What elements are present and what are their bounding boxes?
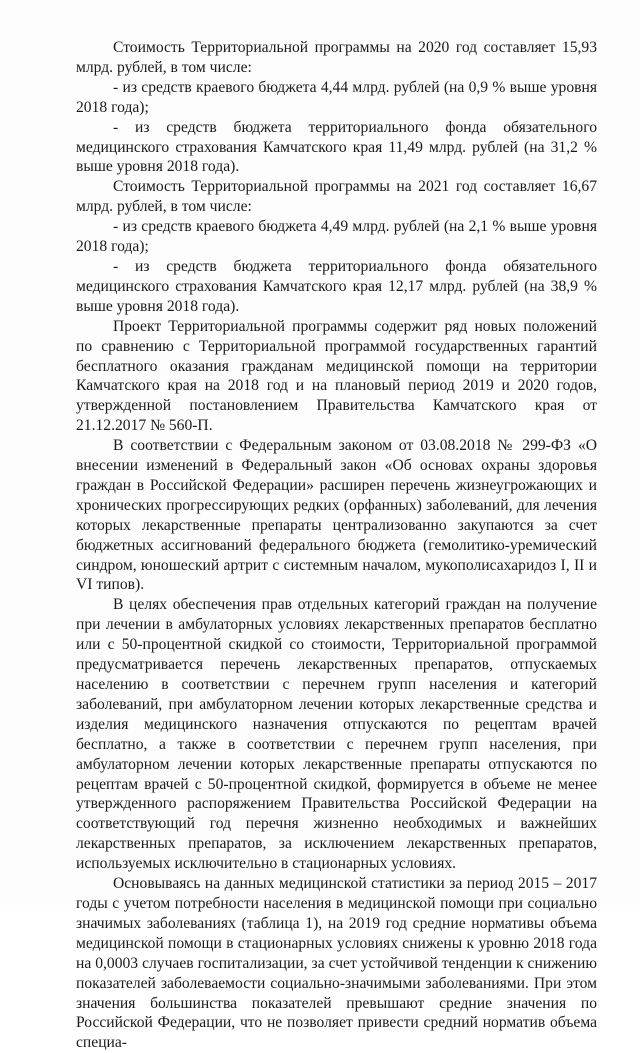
paragraph-cost-2020-regional-budget: - из средств краевого бюджета 4,44 млрд. рублей (на 0,9 % выше уровня 2018 года); [76,78,597,116]
paragraph-cost-2020-insurance-fund: - из средств бюджета территориального фонда обязательного медицинского страхования Камчатского края 11,49 млрд. рублей (на 31,2 % выше уровня 2018 года). [76,118,597,176]
paragraph-new-provisions: Проект Территориальной программы содержит ряд новых положений по сравнению с Территориальной программой государственных гарантий бесплатного оказания гражданам медицинской помощи на территории Камчатского края на 2018 год и на плановый период 2019 и 2020 годов, утвержденной постановлением Правительства Камчатского края от 21.12.2017 № 560-П. [76,317,597,435]
paragraph-medication-rights: В целях обеспечения прав отдельных категорий граждан на получение при лечении в амбулаторных условиях лекарственных препаратов бесплатно или с 50-процентной скидкой со стоимости, Территориальной программой предусматривается перечень лекарственных препаратов, отпускаемых населению в соответствии с перечнем групп населения и категорий заболеваний, при амбулаторном лечении которых лекарственные средства и изделия медицинского назначения отпускаются по рецептам врачей бесплатно, а также в соответствии с перечнем групп населения, при амбулаторном лечении которых лекарственные препараты отпускаются по рецептам врачей с 50-процентной скидкой, формируется в объеме не менее утвержденного распоряжением Правительства Российской Федерации на соответствующий год перечня жизненно необходимых и важнейших лекарственных препаратов, за исключением лекарственных препаратов, используемых исключительно в стационарных условиях. [76,596,597,873]
paragraph-medical-statistics: Основываясь на данных медицинской статистики за период 2015 – 2017 годы с учетом потребности населения в медицинской помощи при социально значимых заболеваниях (таблица 1), на 2019 год средние нормативы объема медицинской помощи в стационарных условиях снижены к уровню 2018 года на 0,0003 случаев госпитализации, за счет устойчивой тенденции к снижению показателей заболеваемости социально-значимыми заболеваниями. При этом значения большинства показателей превышают средние значения по Российской Федерации, что не позволяет привести средний норматив объема специа- [76,875,597,1052]
paragraph-cost-2021-insurance-fund: - из средств бюджета территориального фонда обязательного медицинского страхования Камчатского края 12,17 млрд. рублей (на 38,9 % выше уровня 2018 года). [76,257,597,315]
paragraph-cost-2021-regional-budget: - из средств краевого бюджета 4,49 млрд. рублей (на 2,1 % выше уровня 2018 года); [76,218,597,256]
document-body [76,38,597,1053]
paragraph-cost-2020: Стоимость Территориальной программы на 2020 год составляет 15,93 млрд. рублей, в том числе: [76,39,597,76]
paragraph-cost-2021: Стоимость Территориальной программы на 2021 год составляет 16,67 млрд. рублей, в том числе: [76,178,597,216]
paragraph-federal-law: В соответствии с Федеральным законом от 03.08.2018 № 299-ФЗ «О внесении изменений в Федеральный закон «Об основах охраны здоровья граждан в Российской Федерации» расширен перечень жизнеугрожающих и хронических прогрессирующих редких (орфанных) заболеваний, для лечения которых лекарственные препараты централизованно закупаются за счет бюджетных ассигнований федерального бюджета (гемолитико-уремический синдром, юношеский артрит с системным началом, мукополисахаридоз I, II и VI типов). [76,437,597,594]
